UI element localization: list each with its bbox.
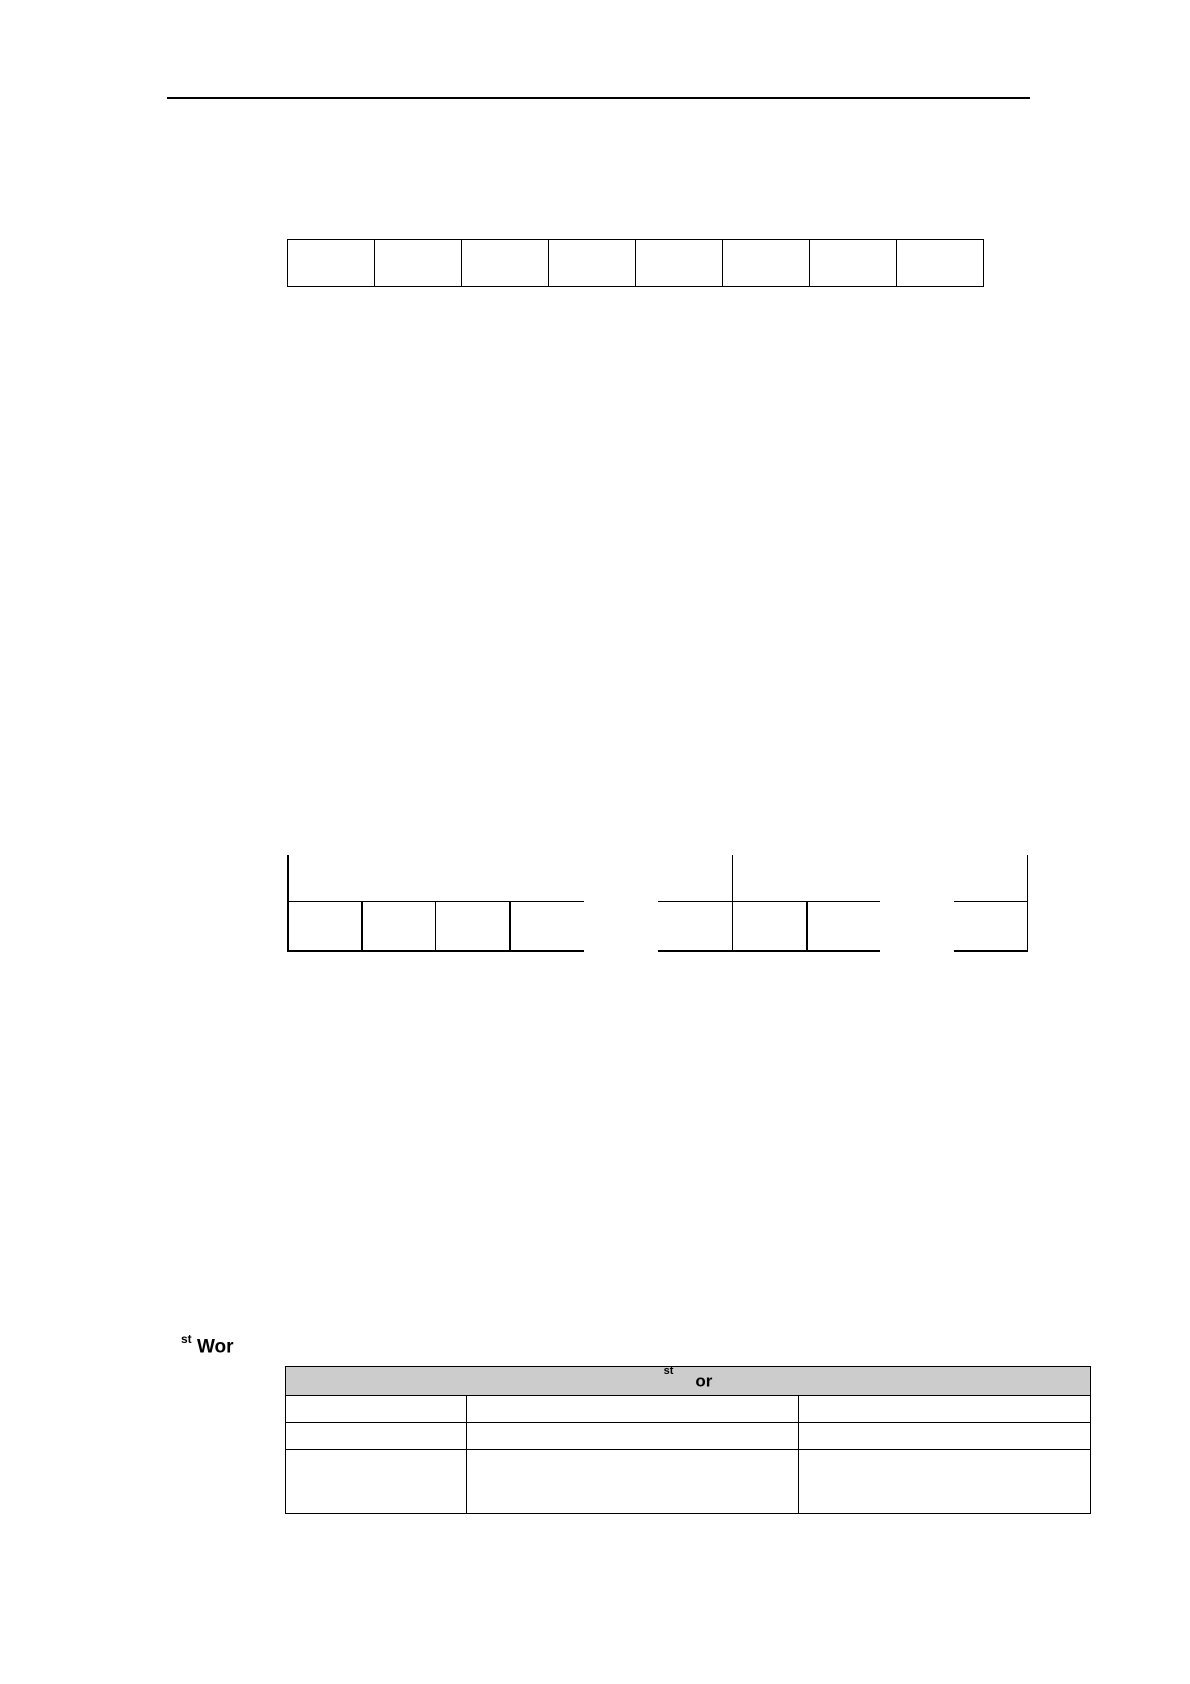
table-cell [286,1396,467,1423]
table-cell [799,1450,1091,1514]
table-row [286,1450,1091,1514]
diagram-line [732,855,733,901]
table-cell [286,1450,467,1514]
diagram-line [658,950,880,952]
register-bit-cell [288,240,375,286]
diagram-line [806,901,808,952]
diagram-line [287,855,289,952]
diagram-line [954,901,1028,902]
diagram-line [288,901,584,902]
register-bit-cell [810,240,897,286]
diagram-line [435,901,436,952]
table-title-superscript: st [663,1364,674,1377]
table-cell [467,1396,799,1423]
diagram-line [509,901,511,952]
table-title-row [286,1367,1091,1396]
register-bit-cell [636,240,723,286]
table-title-text: or [695,1371,713,1391]
diagram-line [1027,855,1028,952]
table-cell [467,1423,799,1450]
table-cell [286,1423,467,1450]
diagram-line [732,901,733,952]
section-heading [181,1334,234,1358]
table-cell [467,1450,799,1514]
header-rule [167,97,1030,99]
table-cell [799,1396,1091,1423]
table-cell [799,1423,1091,1450]
diagram-line [658,901,880,902]
register-bit-table [287,239,984,287]
register-bit-cell [462,240,549,286]
words-table [285,1366,1091,1514]
diagram-line [954,950,1028,952]
register-bit-cell [549,240,636,286]
diagram-line [288,950,584,952]
table-row [286,1423,1091,1450]
diagram-line [361,901,363,952]
heading-superscript: st [181,1332,192,1346]
table-title-cell [286,1364,1091,1396]
table-row [286,1396,1091,1423]
register-bit-cell [375,240,462,286]
register-bit-cell [723,240,810,286]
register-bit-cell [897,240,983,286]
heading-text: Wor [196,1336,234,1358]
